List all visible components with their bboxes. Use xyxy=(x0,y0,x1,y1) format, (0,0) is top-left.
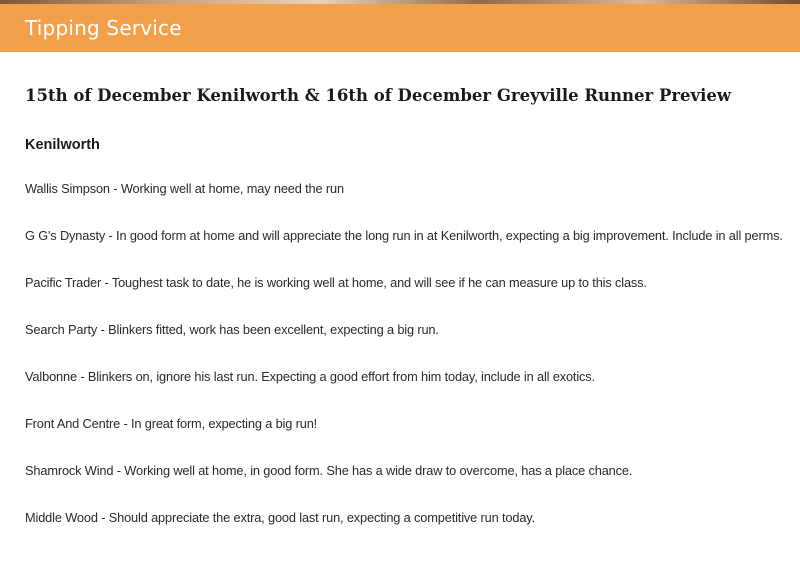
article-content xyxy=(25,84,785,525)
runner-item: G G's Dynasty - In good form at home and will appreciate the long run in at Kenilworth, expecting a big improvement. Include in all perms. xyxy=(25,228,783,243)
runner-item: Wallis Simpson - Working well at home, may need the run xyxy=(25,181,344,196)
runner-item: Search Party - Blinkers fitted, work has been excellent, expecting a big run. xyxy=(25,322,439,337)
runner-item: Valbonne - Blinkers on, ignore his last run. Expecting a good effort from him today, include in all exotics. xyxy=(25,369,595,384)
runner-item: Pacific Trader - Toughest task to date, he is working well at home, and will see if he can measure up to this class. xyxy=(25,275,647,290)
runner-item: Front And Centre - In great form, expecting a big run! xyxy=(25,416,318,431)
runner-item: Shamrock Wind - Working well at home, in good form. She has a wide draw to overcome, has a place chance. xyxy=(25,463,633,478)
article-title: 15th of December Kenilworth & 16th of December Greyville Runner Preview xyxy=(25,86,732,105)
header-title: Tipping Service xyxy=(25,16,182,40)
runner-item: Middle Wood - Should appreciate the extra, good last run, expecting a competitive run today. xyxy=(25,510,535,525)
header-bar xyxy=(0,4,800,52)
runner-list xyxy=(25,180,783,556)
section-heading-kenilworth: Kenilworth xyxy=(25,137,100,153)
